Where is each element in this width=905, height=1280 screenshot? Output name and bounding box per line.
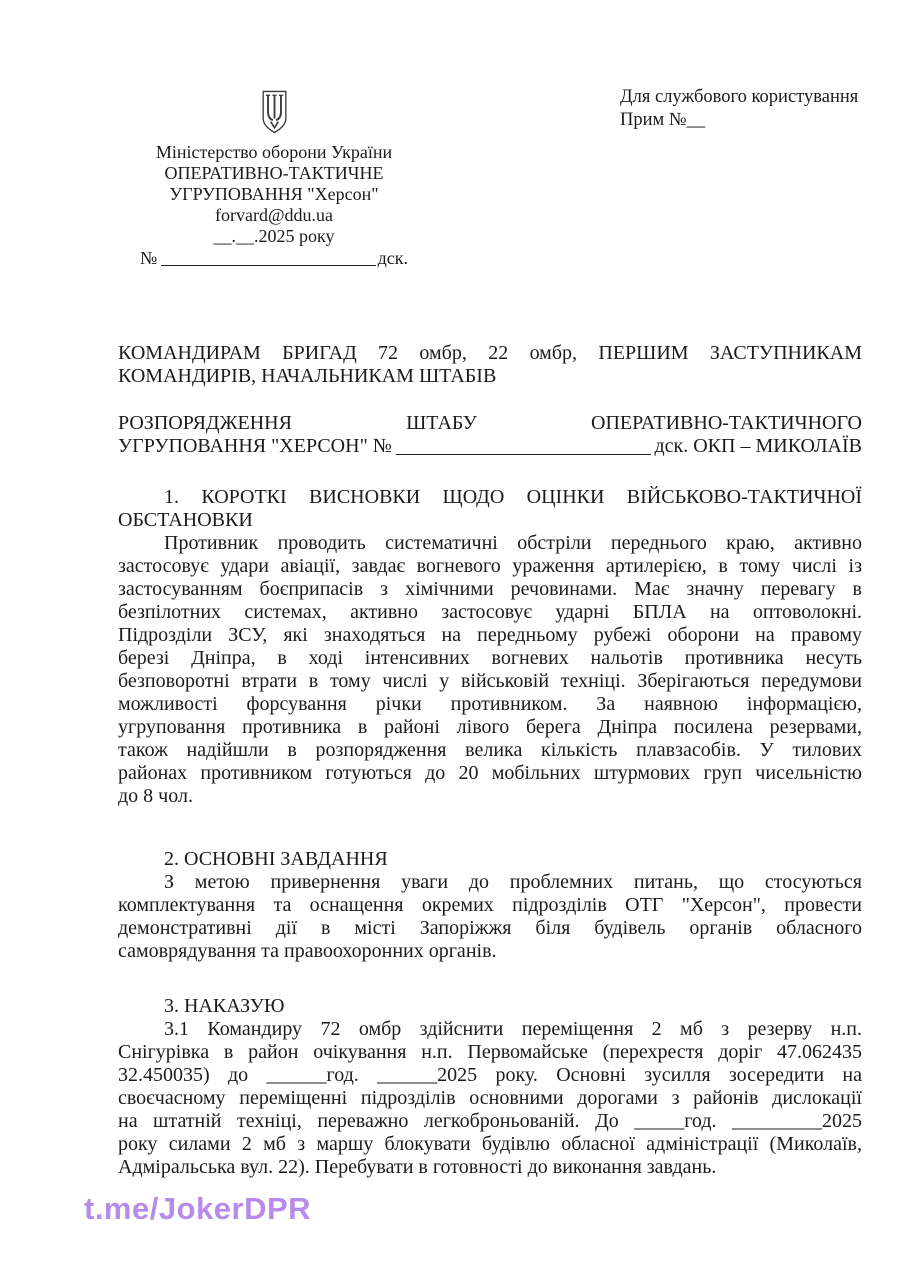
document-body	[118, 342, 862, 1179]
ministry-name: Міністерство оборони України	[155, 142, 393, 162]
section-heading	[118, 995, 862, 1018]
text-line: Підрозділи ЗСУ, які знаходяться на передньому рубежі оборони на правому	[118, 624, 862, 646]
text-line: березі Дніпра, в ході інтенсивних вогневих нальотів противника несуть	[118, 647, 862, 669]
text-line: до 8 чол.	[118, 785, 193, 807]
number-blank-underline	[161, 252, 375, 266]
letterhead	[140, 90, 408, 269]
text-line: 3.1 Командиру 72 омбр здійснити переміщення 2 мб з резерву н.п.	[164, 1018, 862, 1040]
text-line: Адміральська вул. 22). Перебувати в готовності до виконання завдань.	[118, 1156, 717, 1178]
order-title-line2	[118, 435, 862, 458]
classification-label: Для службового користування	[620, 87, 859, 107]
text-line: самоврядування та правоохоронних органів.	[118, 940, 497, 962]
text-line: застосуванням боєприпасів з хімічними речовинами. Має значну перевагу в	[118, 578, 862, 600]
org-name-line2: УГРУПОВАННЯ "Херсон"	[169, 184, 379, 204]
order-title-line2-suffix: дск. ОКП – МИКОЛАЇВ	[654, 435, 862, 457]
text-line: 2. ОСНОВНІ ЗАВДАННЯ	[164, 848, 388, 870]
text-line: на штатній техніці, переважно легкоброньованій. До _____год. _________2025	[118, 1110, 862, 1132]
text-line: угруповання противника в районі лівого берега Дніпра посилена резервами,	[118, 716, 862, 738]
text-line: своєчасному переміщенні підрозділів основними дорогами з районів дислокації	[118, 1087, 862, 1109]
text-line: КОМАНДИРАМ БРИГАД 72 омбр, 22 омбр, ПЕРШИМ ЗАСТУПНИКАМ	[118, 342, 862, 364]
section-heading	[118, 486, 862, 532]
outgoing-number-line	[140, 248, 408, 269]
copy-number: Прим №__	[620, 110, 705, 130]
text-line: 32.450035) до ______год. ______2025 року. Основні зусилля зосередити на	[118, 1064, 862, 1086]
org-email: forvard@ddu.ua	[214, 205, 334, 225]
order-number-blank-underline	[396, 440, 652, 455]
text-line: 3. НАКАЗУЮ	[164, 995, 285, 1017]
text-line: можливості форсування річки противником. За наявною інформацією,	[118, 693, 862, 715]
org-name-line1: ОПЕРАТИВНО-ТАКТИЧНЕ	[164, 163, 384, 183]
classification-block	[620, 86, 880, 132]
section-main-tasks	[118, 848, 862, 963]
number-sign: №	[140, 248, 158, 268]
section-paragraph	[118, 871, 862, 963]
dsk-suffix: дск.	[377, 248, 408, 268]
text-line: ОБСТАНОВКИ	[118, 509, 253, 531]
section-orders	[118, 995, 862, 1179]
text-line: року силами 2 мб з маршу блокувати будівлю обласної адміністрації (Миколаїв,	[118, 1133, 862, 1155]
section-heading	[118, 848, 862, 871]
text-line: Противник проводить систематичні обстріли переднього краю, активно	[164, 532, 862, 554]
section-paragraph	[118, 1018, 862, 1179]
text-line: також надійшли в розпорядження велика кількість плавзасобів. У тилових	[118, 739, 862, 761]
text-line: застосовує удари авіації, завдає вогневого ураження артилерією, в тому числі із	[118, 555, 862, 577]
watermark-telegram-handle: t.me/JokerDPR	[84, 1191, 312, 1226]
order-title-block	[118, 412, 862, 458]
text-line: Снігурівка в район очікування н.п. Первомайське (перехрестя доріг 47.062435	[118, 1041, 862, 1063]
text-line: З метою привернення уваги до проблемних питань, що стосуються	[164, 871, 862, 893]
text-line: районах противником готуються до 20 мобільних штурмових груп чисельністю	[118, 762, 862, 784]
text-line: КОМАНДИРІВ, НАЧАЛЬНИКАМ ШТАБІВ	[118, 365, 497, 387]
text-line: демонстративні дії в місті Запоріжжя біля будівель органів обласного	[118, 917, 862, 939]
section-paragraph	[118, 532, 862, 808]
text-line: комплектування та оснащення окремих підрозділів ОТГ "Херсон", провести	[118, 894, 862, 916]
ukraine-trident-emblem	[261, 90, 288, 134]
text-line: безповоротні втрати в тому числі у військовій техніці. Зберігаються передумови	[118, 670, 862, 692]
addressee-block	[118, 342, 862, 388]
order-title-line2-prefix: УГРУПОВАННЯ "ХЕРСОН" №	[118, 435, 392, 457]
section-conclusions	[118, 486, 862, 808]
text-line: 1. КОРОТКІ ВИСНОВКИ ЩОДО ОЦІНКИ ВІЙСЬКОВО-ТАКТИЧНОЇ	[164, 486, 862, 508]
text-line: безпілотних системах, активно застосовує ударні БПЛА на оптоволокні.	[118, 601, 862, 623]
order-title-line1: РОЗПОРЯДЖЕННЯ ШТАБУ ОПЕРАТИВНО-ТАКТИЧНОГО	[118, 412, 862, 434]
date-blank-line: __.__.2025 року	[213, 226, 335, 246]
